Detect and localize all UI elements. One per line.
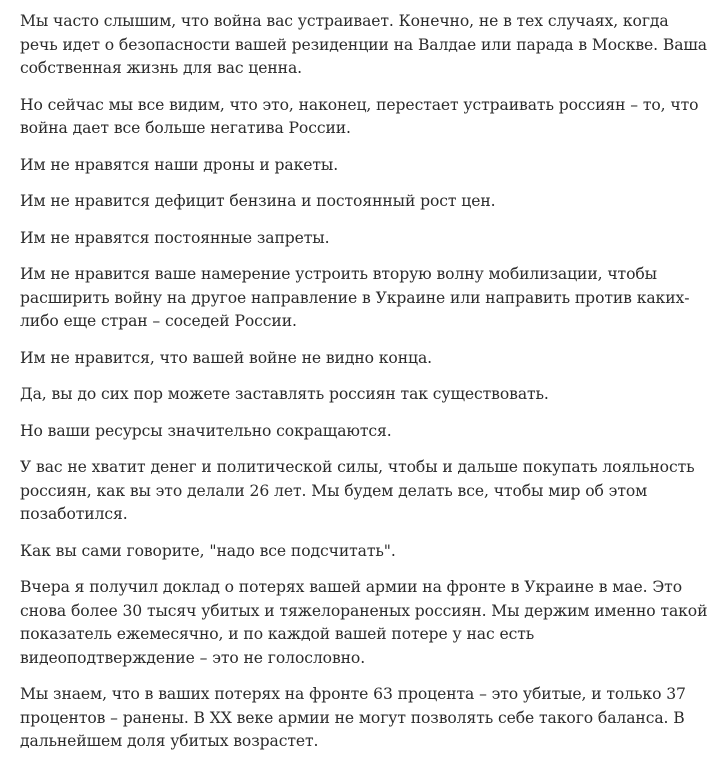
- paragraph-12: Вчера я получил доклад о потерях вашей армии на фронте в Украине в мае. Это снова более 30 тысяч убитых и тяжелораненых россиян. Мы держим именно такой показатель ежемесячно, и по каждой вашей потере у нас есть видеоподтверждение – это не голословно.: [20, 578, 708, 667]
- paragraph-13: Мы знаем, что в ваших потерях на фронте 63 процента – это убитые, и только 37 процентов – ранены. В XX веке армии не могут позволять себе такого баланса. В дальнейшем доля убитых возрастет.: [20, 685, 686, 750]
- paragraph-7: Им не нравится, что вашей войне не видно конца.: [20, 348, 432, 367]
- paragraph-8: Да, вы до сих пор можете заставлять россиян так существовать.: [20, 385, 549, 403]
- paragraph-10: У вас не хватит денег и политической силы, чтобы и дальше покупать лояльность россиян, как вы это делали 26 лет. Мы будем делать все, чтобы мир об этом позаботился.: [20, 458, 695, 523]
- paragraph-4: Им не нравится дефицит бензина и постоянный рост цен.: [20, 192, 496, 210]
- paragraph-6: Им не нравится ваше намерение устроить вторую волну мобилизации, чтобы расширить войну на другое направление в Украине или направить против каких-либо еще стран – соседей России.: [20, 265, 690, 330]
- paragraph-11: Как вы сами говорите, "надо все подсчитать".: [20, 541, 396, 560]
- paragraph-5: Им не нравятся постоянные запреты.: [20, 228, 330, 247]
- paragraph-3: Им не нравятся наши дроны и ракеты.: [20, 155, 339, 174]
- paragraph-9: Но ваши ресурсы значительно сокращаются.: [20, 421, 392, 440]
- paragraph-1: Мы часто слышим, что война вас устраивает. Конечно, не в тех случаях, когда речь идет о безопасности вашей резиденции на Валдае или парада в Москве. Ваша собственная жизнь для вас ценна.: [20, 12, 708, 77]
- article-body: [20, 10, 710, 767]
- paragraph-2: Но сейчас мы все видим, что это, наконец, перестает устраивать россиян – то, что война дает все больше негатива России.: [20, 95, 699, 137]
